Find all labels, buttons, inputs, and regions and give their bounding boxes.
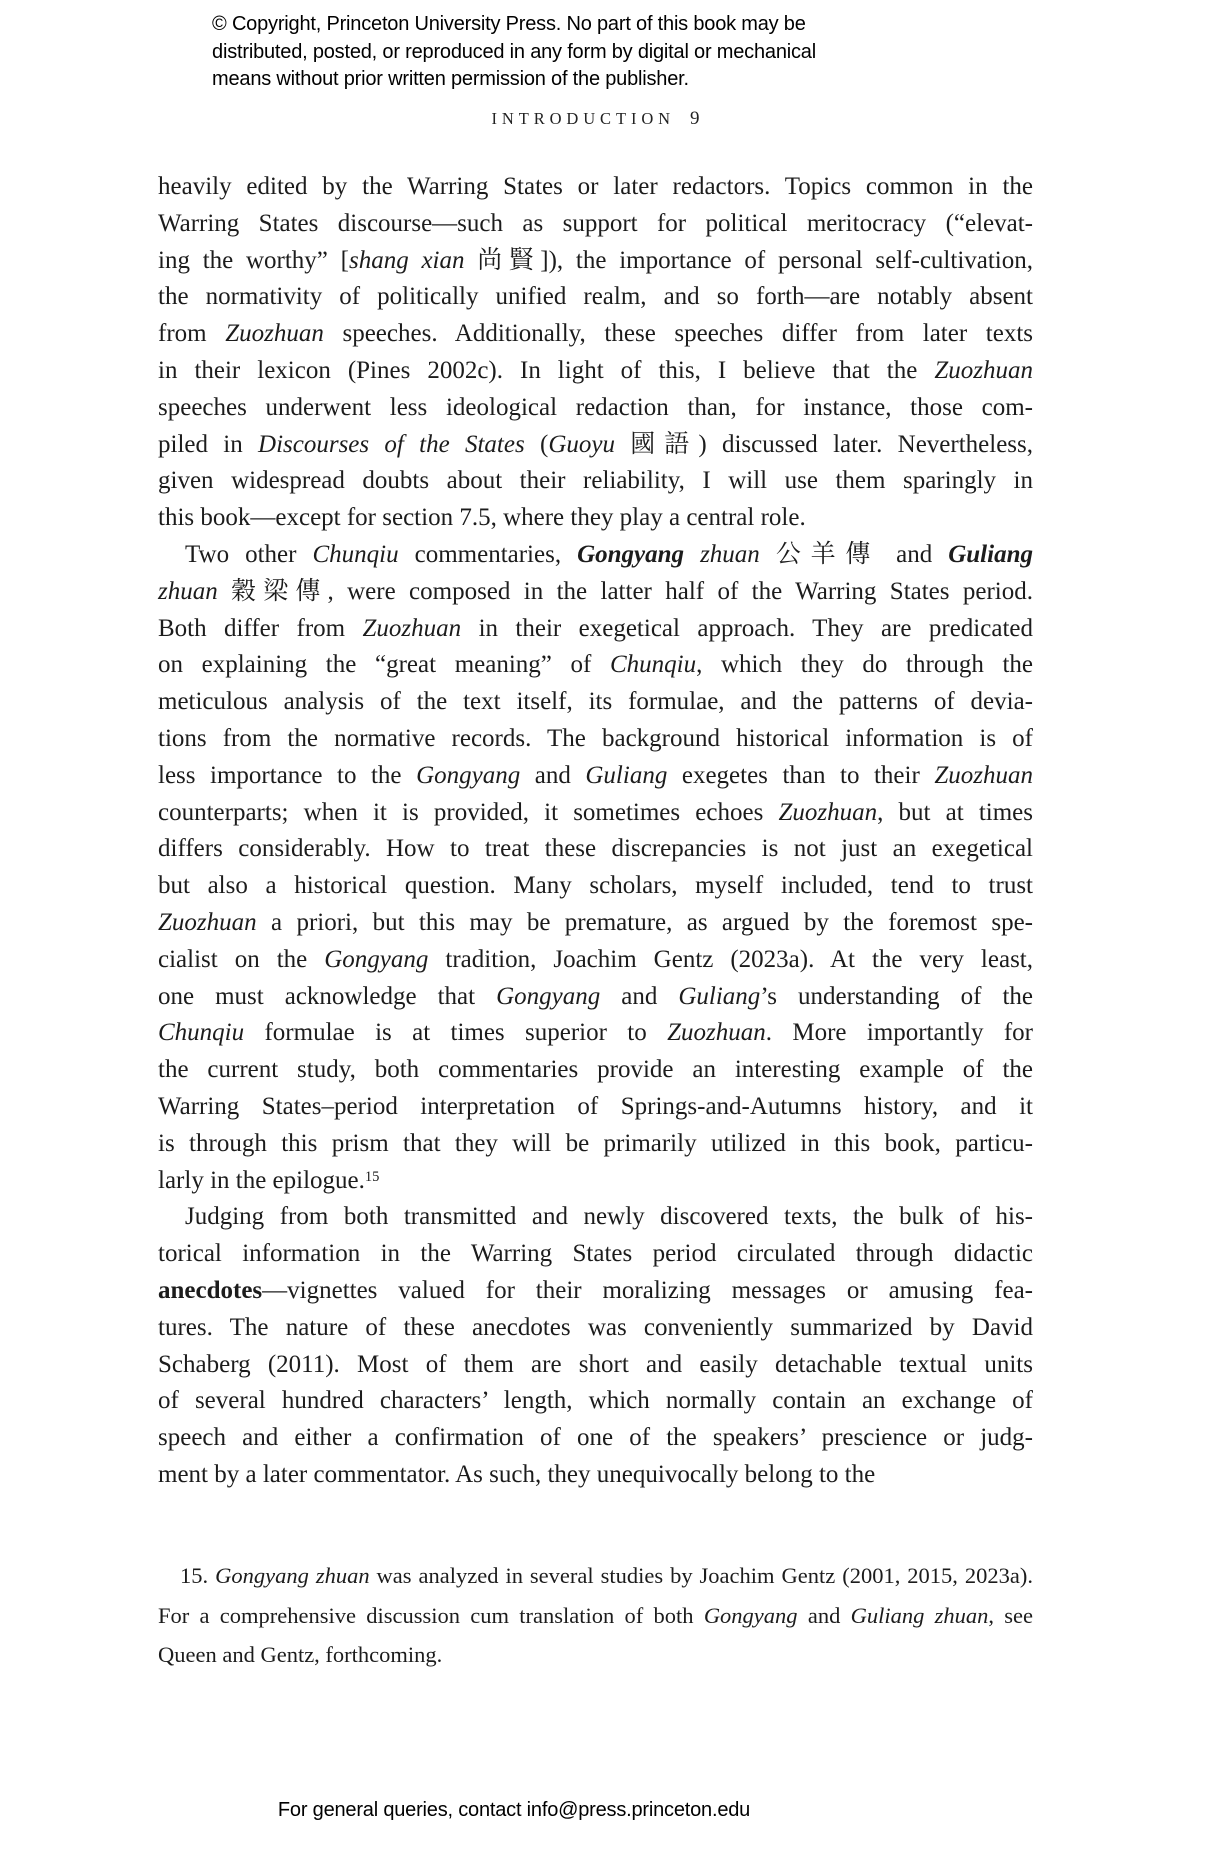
text-line: Judging from both transmitted and newly discovered texts, the bulk of his- [185, 1203, 1033, 1231]
text-line: ment by a later commentator. As such, they unequivocally belong to the [158, 1460, 876, 1488]
text-line: heavily edited by the Warring States or later redactors. Topics common in the [158, 173, 1033, 200]
text-line: counterparts; when it is provided, it sometimes echoes Zuozhuan, but at times [158, 798, 1033, 826]
text-line: Warring States discourse—such as support for political meritocracy (“elevat- [158, 209, 1033, 237]
body-text [158, 169, 1033, 1494]
paragraph [158, 169, 1033, 537]
text-line: speeches underwent less ideological redaction than, for instance, those com- [158, 393, 1033, 421]
paragraph [158, 1199, 1033, 1493]
text-line: this book—except for section 7.5, where they play a central role. [158, 504, 806, 532]
text-line: on explaining the “great meaning” of Chunqiu, which they do through the [158, 651, 1034, 679]
text-line: the current study, both commentaries provide an interesting example of the [158, 1056, 1033, 1084]
text-line: speech and either a confirmation of one of the speakers’ prescience or judg- [158, 1424, 1033, 1452]
text-line: the normativity of politically unified realm, and so forth—are notably absent [158, 283, 1033, 311]
text-line: tures. The nature of these anecdotes was conveniently summarized by David [158, 1313, 1033, 1341]
text-line: from Zuozhuan speeches. Additionally, these speeches differ from later texts [158, 320, 1033, 348]
text-line: in their lexicon (Pines 2002c). In light of this, I believe that the Zuozhuan [158, 356, 1033, 384]
text-line: given widespread doubts about their reliability, I will use them sparingly in [158, 467, 1033, 495]
text-line: tions from the normative records. The background historical information is of [158, 724, 1033, 752]
text-line: Schaberg (2011). Most of them are short and easily detachable textual units [158, 1350, 1033, 1378]
text-line: Chunqiu formulae is at times superior to Zuozhuan. More importantly for [158, 1019, 1033, 1047]
text-line: Zuozhuan a priori, but this may be premature, as argued by the foremost spe- [158, 908, 1033, 936]
footer-contact: For general queries, contact info@press.princeton.edu [277, 1799, 751, 1821]
text-line: anecdotes—vignettes valued for their moralizing messages or amusing fea- [158, 1276, 1033, 1304]
footnote [158, 1556, 1033, 1675]
paragraph [158, 537, 1033, 1199]
text-line: ing the worthy” [shang xian 尚賢]), the importance of personal self-cultivation, [158, 246, 1033, 274]
text-line: torical information in the Warring States period circulated through didactic [158, 1240, 1033, 1268]
page-title: INTRODUCTION [491, 109, 675, 128]
text-line: cialist on the Gongyang tradition, Joachim Gentz (2023a). At the very least, [158, 945, 1033, 973]
text-line: For a comprehensive discussion cum translation of both Gongyang and Guliang zhuan, see [158, 1602, 1033, 1628]
text-line: differs considerably. How to treat these discrepancies is not just an exegetical [158, 835, 1033, 863]
text-line: 15. Gongyang zhuan was analyzed in several studies by Joachim Gentz (2001, 2015, 2023a). [180, 1563, 1034, 1588]
text-line: © Copyright, Princeton University Press. No part of this book may be [212, 13, 806, 35]
text-line: of several hundred characters’ length, which normally contain an exchange of [158, 1387, 1033, 1415]
text-line: less importance to the Gongyang and Guliang exegetes than to their Zuozhuan [158, 761, 1033, 789]
text-line: piled in Discourses of the States (Guoyu 國語) discussed later. Nevertheless, [158, 430, 1034, 458]
text-line: Two other Chunqiu commentaries, Gongyang zhuan 公羊傳 and Guliang [185, 540, 1033, 568]
text-line: meticulous analysis of the text itself, its formulae, and the patterns of devia- [158, 688, 1033, 716]
text-line: Warring States–period interpretation of Springs-and-Autumns history, and it [158, 1092, 1033, 1120]
page-number: 9 [689, 108, 700, 129]
text-line: Queen and Gentz, forthcoming. [158, 1642, 443, 1667]
text-line: zhuan 穀梁傳, were composed in the latter half of the Warring States period. [158, 577, 1033, 605]
copyright-notice [212, 11, 816, 94]
running-head [158, 108, 1033, 130]
text-line: larly in the epilogue.$^{15}$ [158, 1166, 380, 1194]
text-line: distributed, posted, or reproduced in any form by digital or mechanical [212, 40, 816, 63]
text-line: means without prior written permission of the publisher. [212, 68, 689, 90]
text-line: one must acknowledge that Gongyang and Guliang’s understanding of the [158, 982, 1033, 1010]
text-line: Both differ from Zuozhuan in their exegetical approach. They are predicated [158, 614, 1033, 642]
text-line: but also a historical question. Many scholars, myself included, tend to trust [158, 872, 1033, 900]
text-line: is through this prism that they will be primarily utilized in this book, particu- [158, 1129, 1033, 1157]
